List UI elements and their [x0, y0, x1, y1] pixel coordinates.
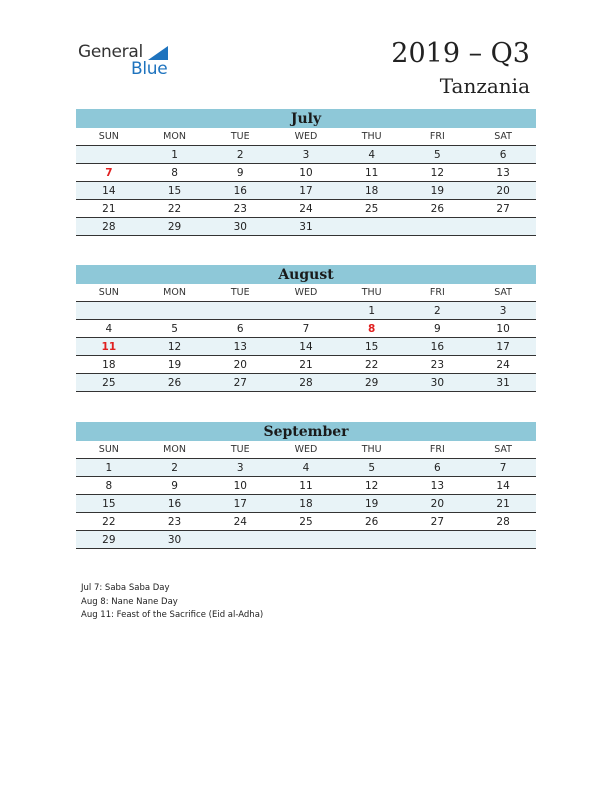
- day-cell: 12: [142, 338, 208, 356]
- weekday-label: THU: [339, 284, 405, 302]
- day-cell: 30: [142, 531, 208, 549]
- day-cell: 6: [405, 459, 471, 477]
- day-cell: 5: [142, 320, 208, 338]
- day-cell: 8: [142, 164, 208, 182]
- day-cell: 25: [273, 513, 339, 531]
- day-cell: 24: [273, 200, 339, 218]
- week-row: [76, 495, 536, 513]
- weekday-label: TUE: [207, 128, 273, 146]
- calendar-grid: [76, 128, 536, 236]
- logo: [78, 42, 168, 79]
- day-cell: 29: [142, 218, 208, 236]
- weekday-header-row: [76, 284, 536, 302]
- month-september: [76, 422, 536, 549]
- day-cell: 5: [405, 146, 471, 164]
- weekday-label: FRI: [405, 284, 471, 302]
- empty-day-cell: [273, 302, 339, 320]
- day-cell: 13: [405, 477, 471, 495]
- holiday-notes: [81, 582, 263, 623]
- day-cell: 9: [405, 320, 471, 338]
- empty-day-cell: [405, 218, 471, 236]
- day-cell: 30: [207, 218, 273, 236]
- day-cell: 25: [339, 200, 405, 218]
- weekday-label: TUE: [207, 284, 273, 302]
- logo-general-text: General: [78, 42, 143, 62]
- country-title: Tanzania: [439, 74, 530, 98]
- empty-day-cell: [76, 302, 142, 320]
- day-cell: 14: [470, 477, 536, 495]
- week-row: [76, 182, 536, 200]
- day-cell: 10: [470, 320, 536, 338]
- day-cell: 10: [273, 164, 339, 182]
- day-cell: 22: [76, 513, 142, 531]
- day-cell: 12: [405, 164, 471, 182]
- day-cell: 18: [76, 356, 142, 374]
- day-cell: 7: [273, 320, 339, 338]
- empty-day-cell: [142, 302, 208, 320]
- month-title: August: [76, 265, 536, 284]
- day-cell: 7: [76, 164, 142, 182]
- day-cell: 15: [76, 495, 142, 513]
- month-title: July: [76, 109, 536, 128]
- weekday-label: MON: [142, 441, 208, 459]
- day-cell: 7: [470, 459, 536, 477]
- day-cell: 31: [470, 374, 536, 392]
- day-cell: 21: [470, 495, 536, 513]
- month-july: [76, 109, 536, 236]
- weekday-label: MON: [142, 284, 208, 302]
- weekday-label: WED: [273, 128, 339, 146]
- weekday-label: FRI: [405, 128, 471, 146]
- day-cell: 28: [76, 218, 142, 236]
- weekday-label: SUN: [76, 128, 142, 146]
- week-row: [76, 338, 536, 356]
- week-row: [76, 200, 536, 218]
- day-cell: 8: [76, 477, 142, 495]
- day-cell: 24: [207, 513, 273, 531]
- logo-triangle-icon: [148, 46, 168, 60]
- day-cell: 1: [142, 146, 208, 164]
- empty-day-cell: [405, 531, 471, 549]
- day-cell: 27: [207, 374, 273, 392]
- day-cell: 3: [470, 302, 536, 320]
- day-cell: 28: [273, 374, 339, 392]
- day-cell: 19: [339, 495, 405, 513]
- day-cell: 13: [470, 164, 536, 182]
- weekday-label: MON: [142, 128, 208, 146]
- holiday-note: Aug 8: Nane Nane Day: [81, 596, 178, 607]
- day-cell: 21: [76, 200, 142, 218]
- day-cell: 1: [76, 459, 142, 477]
- day-cell: 17: [207, 495, 273, 513]
- day-cell: 19: [405, 182, 471, 200]
- day-cell: 18: [339, 182, 405, 200]
- weekday-label: SUN: [76, 284, 142, 302]
- day-cell: 31: [273, 218, 339, 236]
- holiday-note: Jul 7: Saba Saba Day: [81, 583, 170, 593]
- day-cell: 9: [207, 164, 273, 182]
- month-title: September: [76, 422, 536, 441]
- day-cell: 3: [273, 146, 339, 164]
- weekday-header-row: [76, 128, 536, 146]
- day-cell: 2: [207, 146, 273, 164]
- empty-day-cell: [470, 218, 536, 236]
- day-cell: 9: [142, 477, 208, 495]
- day-cell: 22: [339, 356, 405, 374]
- day-cell: 29: [76, 531, 142, 549]
- week-row: [76, 218, 536, 236]
- empty-day-cell: [273, 531, 339, 549]
- day-cell: 16: [142, 495, 208, 513]
- week-row: [76, 356, 536, 374]
- week-row: [76, 164, 536, 182]
- weekday-label: SAT: [470, 441, 536, 459]
- day-cell: 2: [142, 459, 208, 477]
- day-cell: 12: [339, 477, 405, 495]
- page-title: 2019 – Q3: [391, 38, 530, 69]
- weekday-label: WED: [273, 284, 339, 302]
- day-cell: 23: [142, 513, 208, 531]
- logo-blue-text: Blue: [131, 59, 168, 79]
- calendar-grid: [76, 284, 536, 392]
- week-row: [76, 302, 536, 320]
- day-cell: 13: [207, 338, 273, 356]
- day-cell: 6: [470, 146, 536, 164]
- day-cell: 4: [273, 459, 339, 477]
- weekday-header-row: [76, 441, 536, 459]
- empty-day-cell: [76, 146, 142, 164]
- empty-day-cell: [339, 218, 405, 236]
- calendar-grid: [76, 441, 536, 549]
- day-cell: 19: [142, 356, 208, 374]
- day-cell: 25: [76, 374, 142, 392]
- day-cell: 18: [273, 495, 339, 513]
- day-cell: 6: [207, 320, 273, 338]
- day-cell: 11: [339, 164, 405, 182]
- weekday-label: THU: [339, 441, 405, 459]
- day-cell: 26: [142, 374, 208, 392]
- week-row: [76, 146, 536, 164]
- week-row: [76, 513, 536, 531]
- day-cell: 27: [470, 200, 536, 218]
- day-cell: 14: [273, 338, 339, 356]
- weekday-label: THU: [339, 128, 405, 146]
- weekday-label: TUE: [207, 441, 273, 459]
- day-cell: 23: [405, 356, 471, 374]
- weekday-label: FRI: [405, 441, 471, 459]
- day-cell: 28: [470, 513, 536, 531]
- day-cell: 2: [405, 302, 471, 320]
- weekday-label: WED: [273, 441, 339, 459]
- day-cell: 20: [470, 182, 536, 200]
- day-cell: 22: [142, 200, 208, 218]
- day-cell: 16: [207, 182, 273, 200]
- day-cell: 17: [470, 338, 536, 356]
- empty-day-cell: [339, 531, 405, 549]
- day-cell: 20: [405, 495, 471, 513]
- day-cell: 26: [339, 513, 405, 531]
- day-cell: 23: [207, 200, 273, 218]
- day-cell: 21: [273, 356, 339, 374]
- month-august: [76, 265, 536, 392]
- day-cell: 29: [339, 374, 405, 392]
- weekday-label: SUN: [76, 441, 142, 459]
- day-cell: 4: [76, 320, 142, 338]
- day-cell: 3: [207, 459, 273, 477]
- empty-day-cell: [470, 531, 536, 549]
- week-row: [76, 320, 536, 338]
- week-row: [76, 531, 536, 549]
- day-cell: 14: [76, 182, 142, 200]
- day-cell: 16: [405, 338, 471, 356]
- day-cell: 27: [405, 513, 471, 531]
- day-cell: 8: [339, 320, 405, 338]
- empty-day-cell: [207, 531, 273, 549]
- weekday-label: SAT: [470, 284, 536, 302]
- day-cell: 11: [76, 338, 142, 356]
- day-cell: 17: [273, 182, 339, 200]
- week-row: [76, 374, 536, 392]
- week-row: [76, 477, 536, 495]
- day-cell: 5: [339, 459, 405, 477]
- day-cell: 11: [273, 477, 339, 495]
- day-cell: 26: [405, 200, 471, 218]
- day-cell: 1: [339, 302, 405, 320]
- weekday-label: SAT: [470, 128, 536, 146]
- day-cell: 20: [207, 356, 273, 374]
- holiday-note: Aug 11: Feast of the Sacrifice (Eid al-Adha): [81, 610, 264, 620]
- day-cell: 10: [207, 477, 273, 495]
- empty-day-cell: [207, 302, 273, 320]
- day-cell: 15: [142, 182, 208, 200]
- day-cell: 24: [470, 356, 536, 374]
- week-row: [76, 459, 536, 477]
- day-cell: 4: [339, 146, 405, 164]
- day-cell: 30: [405, 374, 471, 392]
- day-cell: 15: [339, 338, 405, 356]
